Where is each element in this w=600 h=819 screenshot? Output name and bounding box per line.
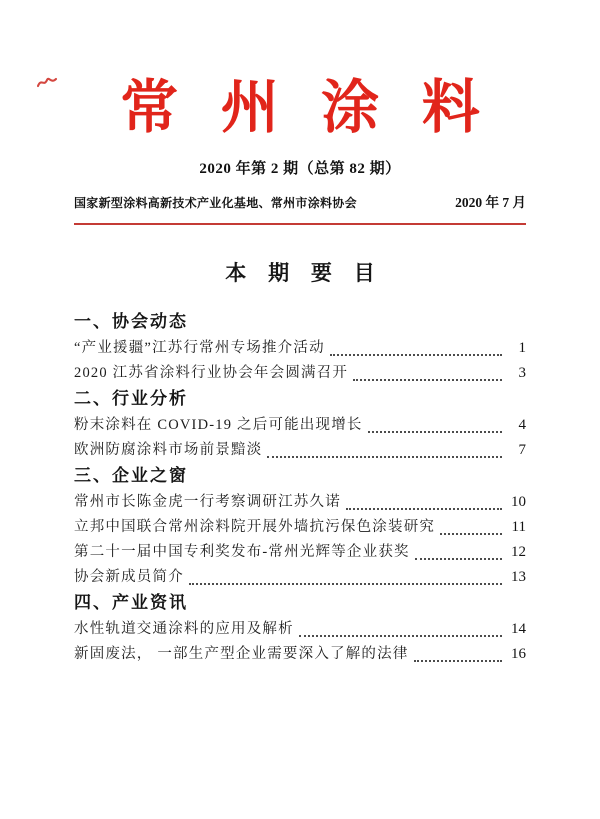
- toc-entry-page: 14: [511, 620, 526, 637]
- toc-section-title: 二、行业分析: [74, 388, 188, 408]
- toc-entry: [74, 413, 526, 438]
- toc-entry-title: 协会新成员简介: [74, 568, 184, 585]
- toc-entry-title: 欧洲防腐涂料市场前景黯淡: [74, 441, 263, 458]
- dot-leader: [330, 354, 502, 356]
- newsletter-title: 常 州 涂 料: [120, 75, 480, 140]
- dot-leader: [368, 431, 502, 433]
- table-of-contents: [74, 257, 526, 667]
- toc-entry-page: 1: [518, 339, 526, 356]
- publication-date: 2020 年 7 月: [455, 194, 526, 210]
- toc-entry-title: 粉末涂料在 COVID-19 之后可能出现增长: [74, 416, 363, 433]
- toc-list: [74, 310, 526, 667]
- publisher-row: [74, 191, 526, 211]
- toc-section-title: 四、产业资讯: [74, 592, 188, 612]
- toc-entry-page: 11: [511, 518, 526, 535]
- publisher-org-line: 国家新型涂料高新技术产业化基地、常州市涂料协会: [74, 195, 357, 210]
- dot-leader: [189, 583, 502, 585]
- toc-section-title: 一、协会动态: [74, 311, 188, 331]
- toc-entry: [74, 490, 526, 515]
- toc-entry-title: 2020 江苏省涂料行业协会年会圆满召开: [74, 364, 349, 381]
- dot-leader: [267, 456, 502, 458]
- toc-entry-page: 7: [518, 441, 526, 458]
- toc-entry: [74, 361, 526, 386]
- toc-entry-title: 第二十一届中国专利奖发布-常州光辉等企业获奖: [74, 543, 410, 560]
- toc-entry-title: 立邦中国联合常州涂料院开展外墙抗污保色涂装研究: [74, 518, 436, 535]
- toc-entry-page: 16: [511, 645, 526, 662]
- dot-leader: [414, 660, 502, 662]
- toc-section-industry-info: [74, 591, 526, 667]
- issue-line: 2020 年第 2 期（总第 82 期）: [199, 160, 401, 177]
- toc-entry-title: 常州市长陈金虎一行考察调研江苏久诺: [74, 493, 341, 510]
- toc-section-industry-analysis: [74, 387, 526, 463]
- dot-leader: [299, 635, 502, 637]
- toc-entry: [74, 642, 526, 667]
- toc-entry: [74, 438, 526, 463]
- toc-entry-page: 4: [518, 416, 526, 433]
- toc-entry-title: “产业援疆”江苏行常州专场推介活动: [74, 339, 325, 356]
- dot-leader: [440, 533, 502, 535]
- toc-entry-page: 3: [518, 364, 526, 381]
- dot-leader: [353, 379, 502, 381]
- toc-entry-title: 水性轨道交通涂料的应用及解析: [74, 620, 294, 637]
- toc-heading: 本 期 要 目: [225, 261, 383, 285]
- toc-entry-page: 10: [511, 493, 526, 510]
- toc-entry: [74, 617, 526, 642]
- toc-entry: [74, 515, 526, 540]
- page-content: [0, 72, 600, 667]
- toc-entry-title: 新固废法， 一部生产型企业需要深入了解的法律: [74, 645, 409, 662]
- masthead: [74, 72, 526, 225]
- toc-section-enterprise-window: [74, 464, 526, 590]
- toc-entry: [74, 565, 526, 590]
- dot-leader: [346, 508, 502, 510]
- dot-leader: [415, 558, 502, 560]
- red-ink-mark-icon: [36, 75, 58, 90]
- toc-entry: [74, 540, 526, 565]
- toc-section-association-news: [74, 310, 526, 386]
- newsletter-cover-page: [0, 72, 600, 819]
- toc-entry-page: 13: [511, 568, 526, 585]
- toc-entry: [74, 336, 526, 361]
- toc-section-title: 三、企业之窗: [74, 465, 188, 485]
- toc-entry-page: 12: [511, 543, 526, 560]
- red-divider-rule: [74, 223, 526, 225]
